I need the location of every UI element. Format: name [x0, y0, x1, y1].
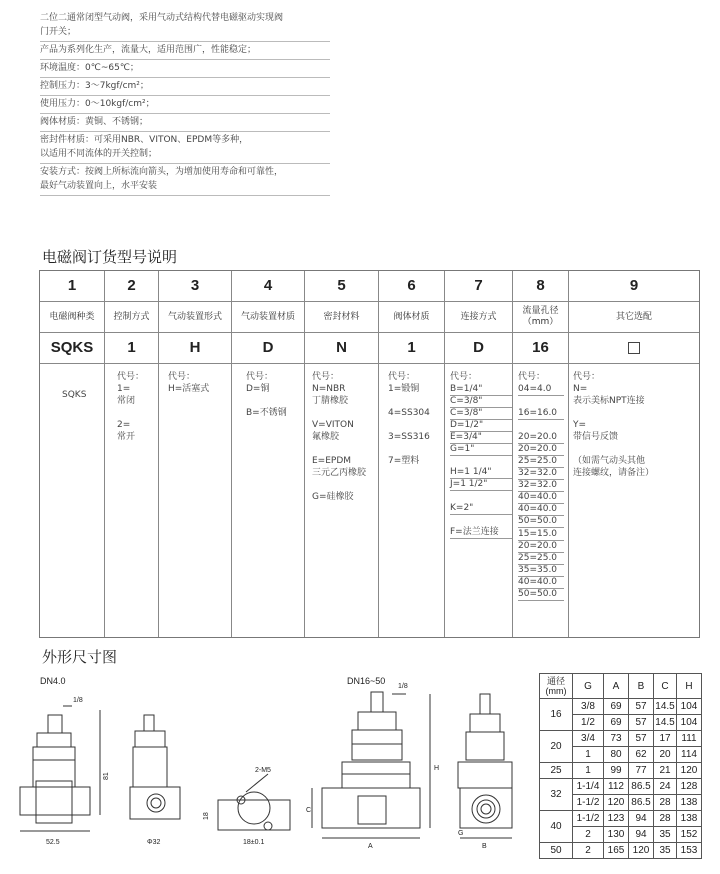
- dimension-table: [539, 673, 702, 859]
- table-header: H: [677, 674, 702, 699]
- table-cell: 50: [540, 843, 573, 859]
- table-cell: 114: [677, 747, 702, 763]
- table-cell: 152: [677, 827, 702, 843]
- dn-large-label: DN16~50: [347, 676, 386, 686]
- body-line: 连接螺纹，请备注）: [573, 468, 655, 478]
- orifice-option: 50=50.0: [518, 515, 564, 528]
- body-line: 代号：: [388, 372, 416, 382]
- small-tol-label: 18±0.1: [243, 839, 265, 846]
- table-cell: 3/8: [573, 699, 604, 715]
- table-cell: 3/4: [573, 731, 604, 747]
- seal-material-body: [312, 371, 366, 503]
- column-header: 连接方式: [460, 311, 497, 322]
- column-header: 电磁阀种类: [49, 311, 95, 322]
- connection-option: K=2": [450, 502, 512, 515]
- body-line: [388, 443, 430, 455]
- orifice-option: 32=32.0: [518, 467, 564, 480]
- table-cell: 57: [629, 731, 654, 747]
- table-cell: 40: [540, 811, 573, 843]
- example-code: 1: [407, 339, 416, 356]
- table-cell: 14.5: [654, 715, 677, 731]
- intro-line: 阀体材质：黄铜、不锈钢；: [40, 114, 330, 132]
- table-cell: 73: [604, 731, 629, 747]
- orifice-option: 16=16.0: [518, 407, 564, 420]
- table-cell: 1-1/2: [573, 811, 604, 827]
- actuator-body: [168, 371, 209, 395]
- table-cell: 1: [573, 763, 604, 779]
- orifice-option: 40=40.0: [518, 503, 564, 516]
- intro-line: 控制压力：3～7kgf/cm²；: [40, 78, 330, 96]
- small-height-label: 81: [103, 772, 110, 780]
- table-cell: 24: [654, 779, 677, 795]
- column-header: 密封材料: [323, 311, 360, 322]
- body-line: 常闭: [117, 396, 136, 406]
- small-width-label: 52.5: [46, 839, 60, 846]
- body-line: D=铜: [246, 384, 270, 394]
- order-code-table: [39, 270, 700, 638]
- table-cell: 16: [540, 699, 573, 731]
- body-line: E=EPDM: [312, 456, 352, 466]
- column-number: 5: [337, 277, 346, 294]
- intro-line: 使用压力：0～10kgf/cm²；: [40, 96, 330, 114]
- orifice-option: 35=35.0: [518, 564, 564, 577]
- table-cell: 104: [677, 699, 702, 715]
- table-cell: 21: [654, 763, 677, 779]
- column-number: 2: [127, 277, 136, 294]
- table-cell: 153: [677, 843, 702, 859]
- table-cell: 1-1/2: [573, 795, 604, 811]
- body-line: N=: [573, 384, 588, 394]
- connection-option: C=3/8": [450, 395, 512, 408]
- large-a-label: A: [368, 843, 373, 850]
- body-line: 7=塑料: [388, 456, 420, 466]
- orifice-option: 25=25.0: [518, 552, 564, 565]
- body-line: 1=: [117, 384, 131, 394]
- body-line: Y=: [573, 420, 587, 430]
- column-number: 9: [629, 277, 639, 294]
- body-line: 代号：: [312, 372, 340, 382]
- large-h-label: H: [434, 765, 440, 772]
- orifice-option: 40=40.0: [518, 576, 564, 589]
- connection-option: E=3/4": [450, 431, 512, 444]
- table-cell: 69: [604, 699, 629, 715]
- body-line: 2=: [117, 420, 131, 430]
- body-line: [573, 443, 654, 455]
- large-b-label: B: [482, 843, 487, 850]
- table-cell: 99: [604, 763, 629, 779]
- body-line: [246, 395, 287, 407]
- table-cell: 1-1/4: [573, 779, 604, 795]
- table-cell: 80: [604, 747, 629, 763]
- body-line: 三元乙丙橡胶: [312, 468, 367, 478]
- table-cell: 130: [604, 827, 629, 843]
- table-cell: 86.5: [629, 779, 654, 795]
- body-line: 代号：: [573, 372, 601, 382]
- orifice-option: 15=15.0: [518, 528, 564, 541]
- table-cell: 57: [629, 715, 654, 731]
- column-number: 1: [67, 277, 77, 294]
- order-title: 电磁阀订货型号说明: [42, 248, 178, 266]
- intro-line: 环境温度：0℃~65℃；: [40, 60, 330, 78]
- connection-option: H=1 1/4": [450, 466, 512, 479]
- body-line: [312, 479, 366, 491]
- table-cell: 138: [677, 795, 702, 811]
- body-line: G=硅橡胶: [312, 492, 354, 502]
- option-checkbox-icon: [569, 333, 699, 363]
- connection-option: 代号：: [450, 372, 478, 382]
- table-cell: 165: [604, 843, 629, 859]
- body-line: 丁腈橡胶: [312, 396, 349, 406]
- body-line: H=活塞式: [168, 384, 210, 394]
- body-line: [312, 407, 366, 419]
- body-line: 3=SS316: [388, 432, 430, 442]
- body-line: N=NBR: [312, 384, 346, 394]
- table-cell: 120: [629, 843, 654, 859]
- table-cell: 1/2: [573, 715, 604, 731]
- table-header: B: [629, 674, 654, 699]
- intro-line: 安装方式：按阀上所标流向箭头，为增加使用寿命和可靠性，: [40, 167, 284, 177]
- body-line: [573, 407, 654, 419]
- actuator-material-body: [246, 371, 287, 419]
- body-line: 1=锻铜: [388, 384, 420, 394]
- small-side-label: 18: [203, 812, 210, 820]
- orifice-option: 32=32.0: [518, 479, 564, 492]
- column-header: 控制方式: [113, 311, 150, 322]
- table-cell: 1: [573, 747, 604, 763]
- example-code: H: [189, 339, 201, 356]
- intro-line: 二位二通常闭型气动阀，采用气动式结构代替电磁驱动实现阀: [40, 13, 284, 23]
- column-number: 4: [263, 277, 273, 294]
- large-top-label: 1/8: [398, 683, 408, 690]
- table-header: C: [654, 674, 677, 699]
- connection-option: G=1": [450, 443, 512, 456]
- table-cell: 17: [654, 731, 677, 747]
- body-line: [388, 419, 430, 431]
- body-line: 4=SS304: [388, 408, 430, 418]
- table-cell: 62: [629, 747, 654, 763]
- type-body: SQKS: [62, 390, 87, 400]
- example-code: D: [473, 339, 484, 356]
- table-cell: 28: [654, 811, 677, 827]
- options-body: [573, 371, 654, 479]
- example-code: N: [336, 339, 347, 356]
- body-line: 常开: [117, 432, 136, 442]
- body-line: 代号：: [117, 372, 145, 382]
- orifice-option: 25=25.0: [518, 455, 564, 468]
- body-line: B=不锈钢: [246, 408, 287, 418]
- body-line: [117, 407, 144, 419]
- column-number: 6: [407, 277, 416, 294]
- column-header: 气动装置材质: [240, 311, 295, 322]
- table-cell: 120: [677, 763, 702, 779]
- table-cell: 14.5: [654, 699, 677, 715]
- connection-option: B=1/4": [450, 383, 512, 396]
- small-top-label: 1/8: [73, 697, 83, 704]
- example-code: D: [262, 339, 274, 356]
- table-cell: 35: [654, 827, 677, 843]
- small-holes-label: 2-M5: [255, 767, 271, 774]
- body-line: 表示美标NPT连接: [573, 396, 645, 406]
- orifice-body: [513, 271, 568, 637]
- table-cell: 104: [677, 715, 702, 731]
- orifice-option: 20=20.0: [518, 540, 564, 553]
- table-cell: 111: [677, 731, 702, 747]
- connection-option: D=1/2": [450, 419, 512, 432]
- intro-line: 产品为系列化生产，流量大，适用范围广，性能稳定；: [40, 42, 330, 60]
- intro-block: [40, 10, 330, 196]
- table-cell: 25: [540, 763, 573, 779]
- table-cell: 77: [629, 763, 654, 779]
- example-code: SQKS: [50, 339, 94, 356]
- dimension-drawings: [0, 680, 540, 874]
- connection-option: J=1 1/2": [450, 478, 512, 491]
- column-number: 7: [474, 277, 483, 294]
- intro-line: 门开关；: [40, 24, 330, 42]
- table-header: 通径 (mm): [540, 674, 573, 699]
- body-line: 带信号反馈: [573, 432, 619, 442]
- intro-line: 密封件材质：可采用NBR、VITON、EPDM等多种，: [40, 135, 249, 145]
- intro-line: 以适用不同流体的开关控制；: [40, 146, 330, 164]
- connection-option: C=3/8": [450, 407, 512, 420]
- control-body: [117, 371, 144, 443]
- table-cell: 57: [629, 699, 654, 715]
- table-header: G: [573, 674, 604, 699]
- column-header: 阀体材质: [393, 311, 430, 322]
- column-header: 气动装置形式: [167, 311, 222, 322]
- dimension-title: 外形尺寸图: [42, 648, 118, 666]
- column-number: 8: [536, 277, 545, 294]
- column-header: 其它选配: [615, 311, 652, 322]
- connection-body: [445, 271, 512, 637]
- column-number: 3: [190, 277, 200, 294]
- orifice-option: 代号：: [518, 372, 546, 382]
- table-cell: 112: [604, 779, 629, 795]
- body-material-body: [388, 371, 430, 467]
- table-cell: 20: [654, 747, 677, 763]
- table-header: A: [604, 674, 629, 699]
- connection-option: F=法兰连接: [450, 526, 512, 539]
- table-cell: 28: [654, 795, 677, 811]
- table-cell: 35: [654, 843, 677, 859]
- body-line: V=VITON: [312, 420, 354, 430]
- example-code: 1: [127, 339, 136, 356]
- table-cell: 69: [604, 715, 629, 731]
- example-code: 16: [532, 339, 549, 356]
- column-header: 流量孔径 （mm）: [522, 306, 559, 327]
- dn-small-label: DN4.0: [40, 676, 66, 686]
- table-cell: 128: [677, 779, 702, 795]
- body-line: [312, 443, 366, 455]
- table-cell: 32: [540, 779, 573, 811]
- orifice-option: 04=4.0: [518, 383, 564, 396]
- table-cell: 138: [677, 811, 702, 827]
- table-cell: 2: [573, 843, 604, 859]
- table-cell: 123: [604, 811, 629, 827]
- orifice-option: 20=20.0: [518, 443, 564, 456]
- table-cell: 120: [604, 795, 629, 811]
- body-line: [388, 395, 430, 407]
- table-cell: 20: [540, 731, 573, 763]
- orifice-option: 50=50.0: [518, 588, 564, 601]
- large-c-label: C: [306, 807, 312, 814]
- body-line: 氟橡胶: [312, 432, 340, 442]
- table-cell: 94: [629, 811, 654, 827]
- orifice-option: 20=20.0: [518, 431, 564, 444]
- table-cell: 94: [629, 827, 654, 843]
- table-cell: 2: [573, 827, 604, 843]
- table-cell: 86.5: [629, 795, 654, 811]
- small-dia-label: Φ32: [147, 839, 161, 846]
- body-line: 代号：: [246, 372, 274, 382]
- intro-line: 最好气动装置向上，水平安装: [40, 178, 330, 196]
- large-g-label: G: [458, 830, 464, 837]
- orifice-option: 40=40.0: [518, 491, 564, 504]
- body-line: 代号：: [168, 372, 196, 382]
- body-line: （如需气动头其他: [573, 456, 646, 466]
